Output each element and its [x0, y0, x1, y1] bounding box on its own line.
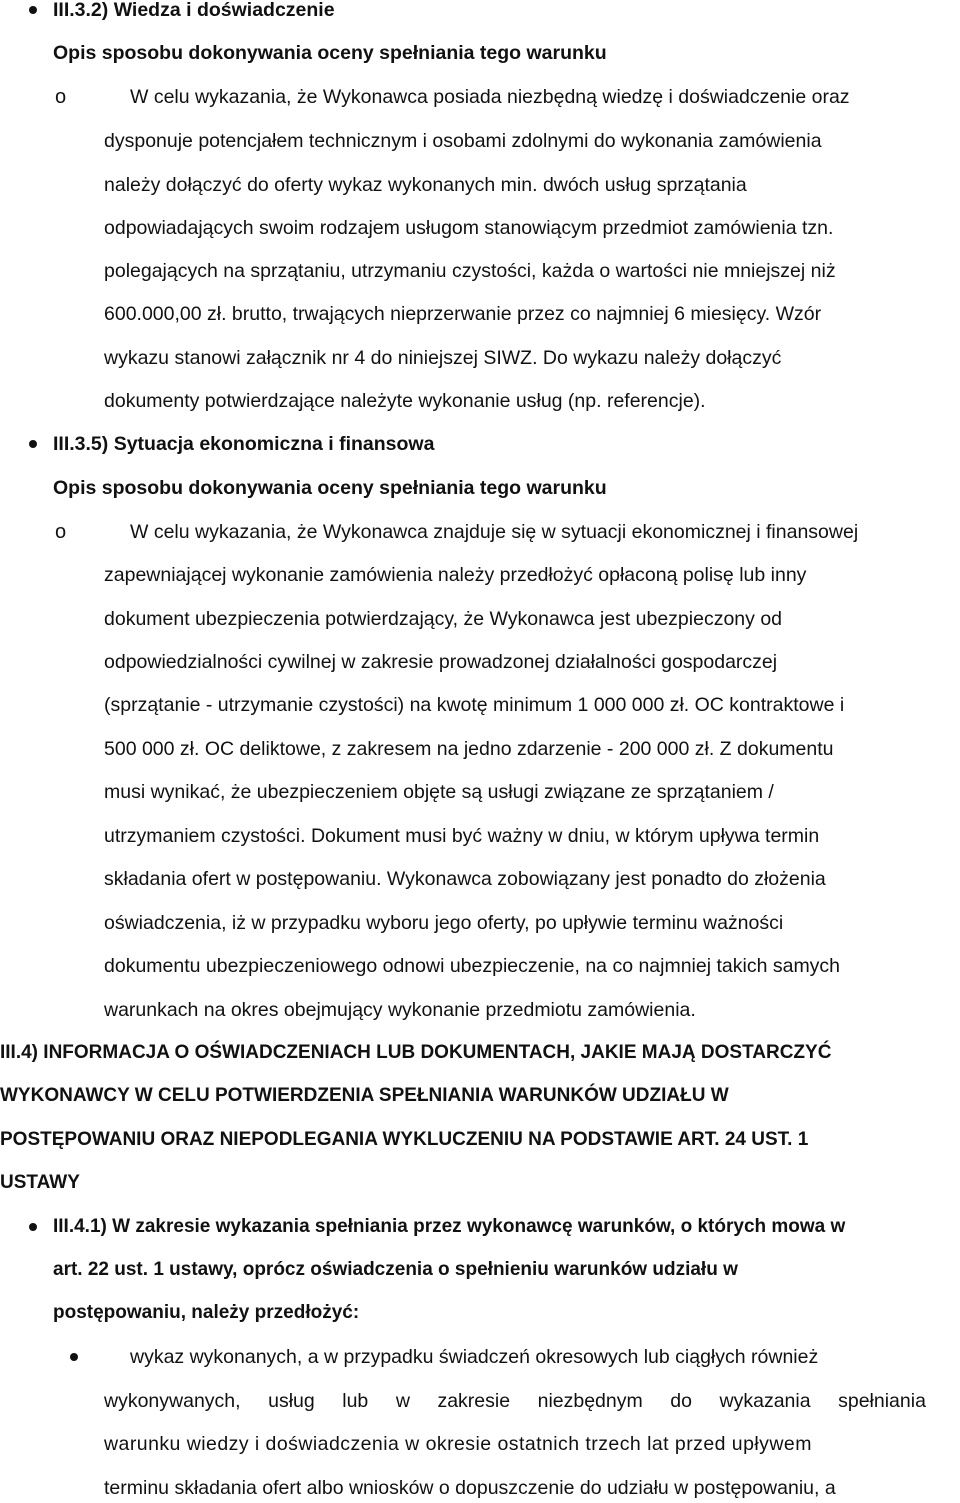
section-heading-3-4: WYKONAWCY W CELU POTWIERDZENIA SPEŁNIANIA WARUNKÓW UDZIAŁU W — [0, 1085, 729, 1106]
paragraph-line: dysponuje potencjałem technicznym i osobami zdolnymi do wykonania zamówienia — [104, 130, 822, 152]
subsection-heading-4-1: art. 22 ust. 1 ustawy, oprócz oświadczenia o spełnieniu warunków udziału w — [53, 1259, 738, 1280]
list-item-word: zakresie — [437, 1390, 511, 1412]
bullet-icon — [29, 1223, 37, 1231]
list-item-line: terminu składania ofert albo wniosków o dopuszczenie do udziału w postępowaniu, a — [104, 1477, 836, 1499]
paragraph-line: dokument ubezpieczenia potwierdzający, że Wykonawca jest ubezpieczony od — [104, 608, 783, 630]
list-item-word: wykonywanych, — [104, 1390, 241, 1412]
bullet-icon — [29, 440, 37, 448]
paragraph-line: odpowiadających swoim rodzajem usługom stanowiącym przedmiot zamówienia tzn. — [104, 217, 834, 239]
section-heading-3-2: III.3.2) Wiedza i doświadczenie — [53, 0, 335, 21]
list-item-word: lub — [342, 1390, 369, 1412]
bullet-icon — [70, 1353, 78, 1361]
paragraph-line: składania ofert w postępowaniu. Wykonawca zobowiązany jest ponadto do złożenia — [104, 868, 826, 890]
list-item-word: w — [395, 1390, 410, 1412]
list-item-word: do — [670, 1390, 692, 1412]
paragraph-line: odpowiedzialności cywilnej w zakresie prowadzonej działalności gospodarczej — [104, 651, 778, 673]
list-marker: o — [55, 86, 67, 108]
list-item-word: spełniania — [838, 1390, 926, 1412]
paragraph-line: W celu wykazania, że Wykonawca znajduje się w sytuacji ekonomicznej i finansowej — [130, 521, 859, 543]
list-item-word: wykazania — [719, 1390, 811, 1412]
section-heading-3-4: III.4) INFORMACJA O OŚWIADCZENIACH LUB DOKUMENTACH, JAKIE MAJĄ DOSTARCZYĆ — [0, 1042, 832, 1063]
list-item-line — [104, 1389, 926, 1413]
subheading: Opis sposobu dokonywania oceny spełniania tego warunku — [53, 477, 607, 499]
bullet-icon — [29, 6, 37, 14]
paragraph-line: zapewniającej wykonanie zamówienia należy przedłożyć opłaconą polisę lub inny — [104, 564, 807, 586]
paragraph-line: W celu wykazania, że Wykonawca posiada niezbędną wiedzę i doświadczenie oraz — [130, 86, 850, 108]
list-marker: o — [55, 521, 67, 543]
paragraph-line: wykazu stanowi załącznik nr 4 do niniejszej SIWZ. Do wykazu należy dołączyć — [104, 347, 782, 369]
list-item-line: wykaz wykonanych, a w przypadku świadczeń okresowych lub ciągłych również — [130, 1346, 819, 1368]
paragraph-line: 600.000,00 zł. brutto, trwających nieprzerwanie przez co najmniej 6 miesięcy. Wzór — [104, 303, 822, 325]
paragraph-line: oświadczenia, iż w przypadku wyboru jego oferty, po upływie terminu ważności — [104, 912, 784, 934]
section-heading-3-4: POSTĘPOWANIU ORAZ NIEPODLEGANIA WYKLUCZENIU NA PODSTAWIE ART. 24 UST. 1 — [0, 1129, 809, 1150]
section-heading-3-4: USTAWY — [0, 1172, 80, 1193]
subsection-heading-4-1: III.4.1) W zakresie wykazania spełniania przez wykonawcę warunków, o których mowa w — [53, 1216, 846, 1237]
paragraph-line: 500 000 zł. OC deliktowe, z zakresem na jedno zdarzenie - 200 000 zł. Z dokumentu — [104, 738, 834, 760]
section-heading-3-5: III.3.5) Sytuacja ekonomiczna i finansowa — [53, 433, 435, 455]
paragraph-line: należy dołączyć do oferty wykaz wykonanych min. dwóch usług sprzątania — [104, 174, 747, 196]
list-item-line: warunku wiedzy i doświadczenia w okresie ostatnich trzech lat przed upływem — [104, 1433, 812, 1455]
subheading: Opis sposobu dokonywania oceny spełniania tego warunku — [53, 42, 607, 64]
list-item-word: usług — [268, 1390, 315, 1412]
paragraph-line: (sprzątanie - utrzymanie czystości) na kwotę minimum 1 000 000 zł. OC kontraktowe i — [104, 694, 845, 716]
subsection-heading-4-1: postępowaniu, należy przedłożyć: — [53, 1302, 360, 1323]
paragraph-line: utrzymaniem czystości. Dokument musi być ważny w dniu, w którym upływa termin — [104, 825, 820, 847]
paragraph-line: dokumentu ubezpieczeniowego odnowi ubezpieczenie, na co najmniej takich samych — [104, 955, 841, 977]
paragraph-line: polegających na sprzątaniu, utrzymaniu czystości, każda o wartości nie mniejszej niż — [104, 260, 836, 282]
paragraph-line: dokumenty potwierdzające należyte wykonanie usług (np. referencje). — [104, 390, 706, 412]
paragraph-line: warunkach na okres obejmujący wykonanie przedmiotu zamówienia. — [104, 999, 696, 1021]
list-item-word: niezbędnym — [537, 1390, 643, 1412]
paragraph-line: musi wynikać, że ubezpieczeniem objęte są usługi związane ze sprzątaniem / — [104, 781, 774, 803]
